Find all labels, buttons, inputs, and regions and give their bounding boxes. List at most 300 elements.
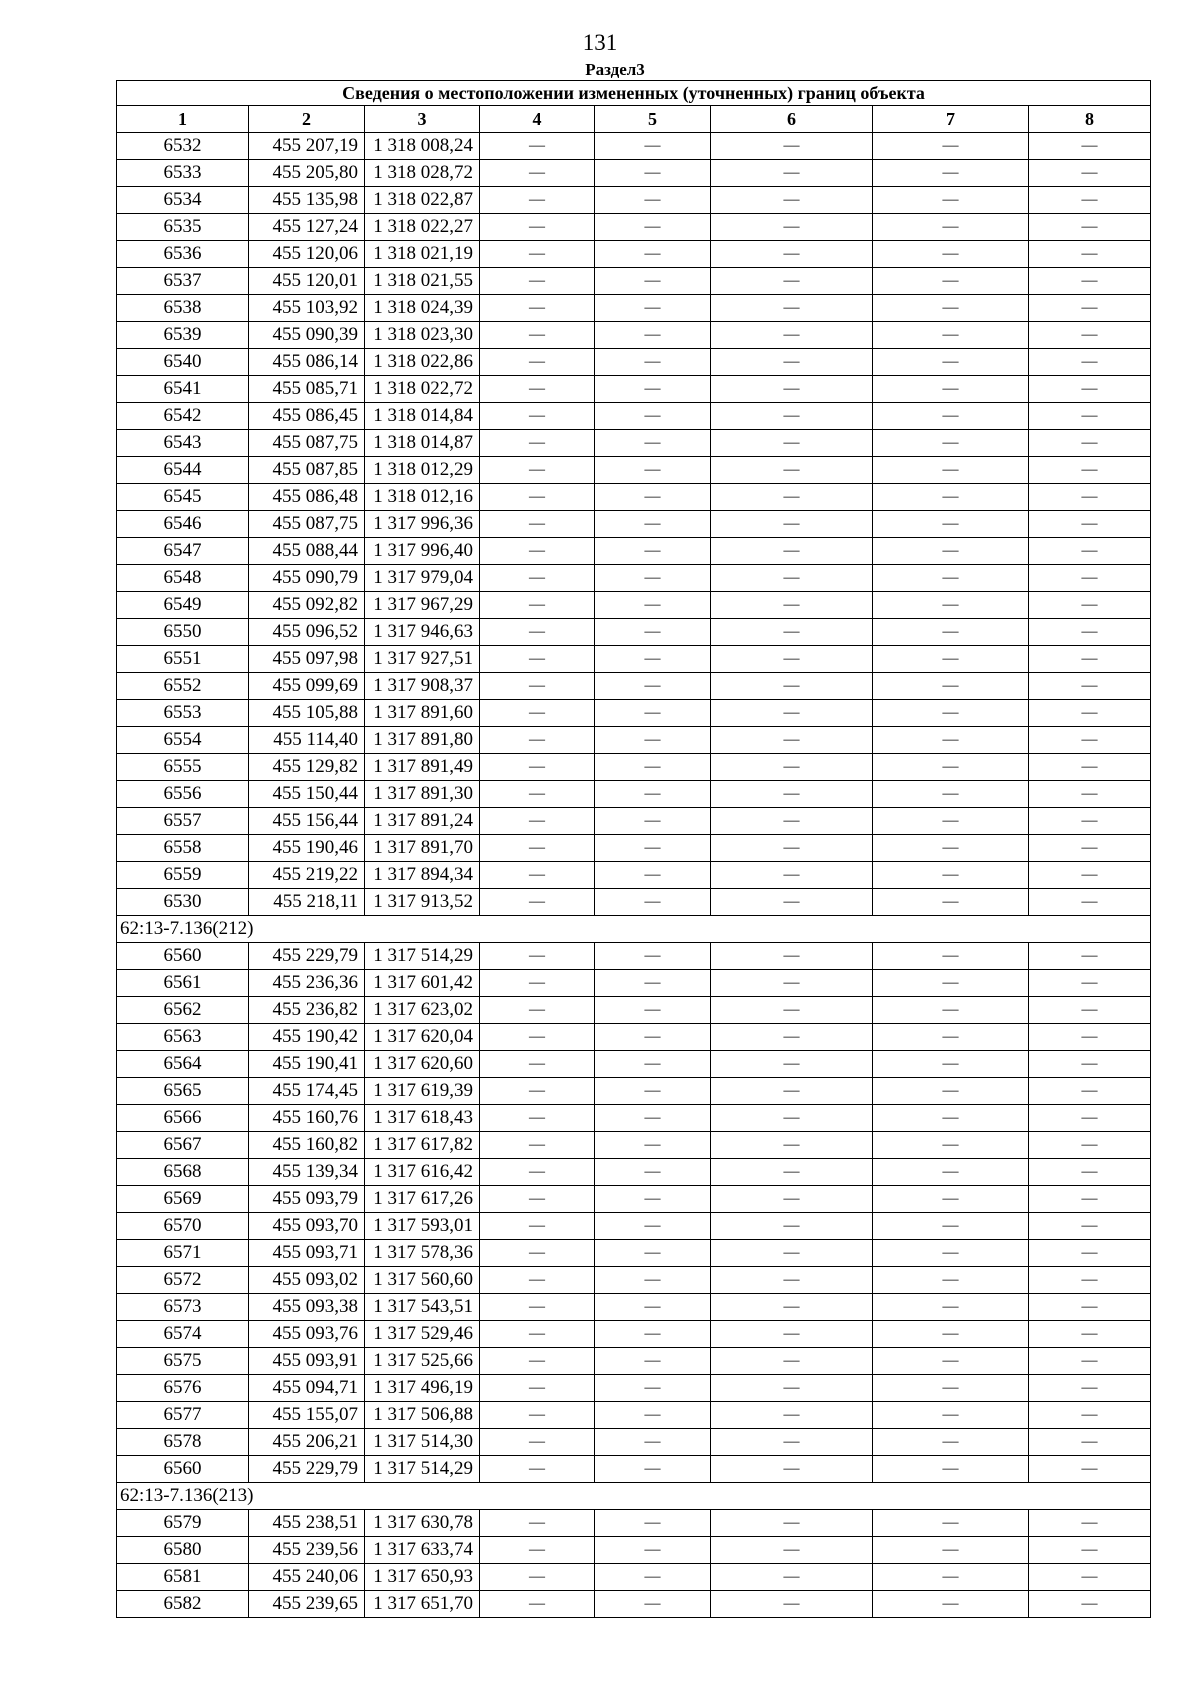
coordinate-y: 1 317 620,04 — [365, 1024, 480, 1051]
empty-dash-cell: — — [480, 1375, 595, 1402]
empty-dash-cell: — — [480, 1024, 595, 1051]
coordinate-y: 1 317 623,02 — [365, 997, 480, 1024]
empty-dash-cell: — — [711, 1321, 873, 1348]
empty-dash-cell: — — [873, 1132, 1029, 1159]
empty-dash-cell: — — [711, 295, 873, 322]
coordinate-x: 455 238,51 — [249, 1510, 365, 1537]
empty-dash-cell: — — [711, 484, 873, 511]
empty-dash-cell: — — [873, 592, 1029, 619]
empty-dash-cell: — — [873, 1456, 1029, 1483]
empty-dash-cell: — — [595, 376, 711, 403]
coordinate-y: 1 317 617,26 — [365, 1186, 480, 1213]
coordinate-x: 455 174,45 — [249, 1078, 365, 1105]
empty-dash-cell: — — [711, 1105, 873, 1132]
empty-dash-cell: — — [480, 1564, 595, 1591]
table-row — [117, 808, 1151, 835]
table-row — [117, 1375, 1151, 1402]
empty-dash-cell: — — [873, 1267, 1029, 1294]
empty-dash-cell: — — [873, 1564, 1029, 1591]
empty-dash-cell: — — [711, 403, 873, 430]
table-row — [117, 889, 1151, 916]
empty-dash-cell: — — [480, 1105, 595, 1132]
empty-dash-cell: — — [873, 1105, 1029, 1132]
point-number: 6581 — [117, 1564, 249, 1591]
empty-dash-cell: — — [1029, 187, 1151, 214]
table-row — [117, 1213, 1151, 1240]
empty-dash-cell: — — [711, 1456, 873, 1483]
table-row — [117, 943, 1151, 970]
empty-dash-cell: — — [711, 1564, 873, 1591]
table-row — [117, 673, 1151, 700]
coordinate-y: 1 318 022,27 — [365, 214, 480, 241]
section-title: Раздел3 — [585, 60, 645, 79]
empty-dash-cell: — — [1029, 430, 1151, 457]
empty-dash-cell: — — [1029, 322, 1151, 349]
table-row — [117, 1186, 1151, 1213]
parcel-group-row — [117, 1483, 1151, 1510]
point-number: 6548 — [117, 565, 249, 592]
empty-dash-cell: — — [711, 1186, 873, 1213]
empty-dash-cell: — — [1029, 808, 1151, 835]
coordinate-y: 1 317 908,37 — [365, 673, 480, 700]
empty-dash-cell: — — [1029, 1105, 1151, 1132]
empty-dash-cell: — — [595, 619, 711, 646]
empty-dash-cell: — — [1029, 862, 1151, 889]
coordinate-y: 1 317 630,78 — [365, 1510, 480, 1537]
empty-dash-cell: — — [480, 727, 595, 754]
coordinate-x: 455 093,38 — [249, 1294, 365, 1321]
coordinate-x: 455 129,82 — [249, 754, 365, 781]
coordinate-y: 1 317 543,51 — [365, 1294, 480, 1321]
empty-dash-cell: — — [1029, 1024, 1151, 1051]
empty-dash-cell: — — [711, 754, 873, 781]
empty-dash-cell: — — [595, 565, 711, 592]
empty-dash-cell: — — [595, 187, 711, 214]
empty-dash-cell: — — [595, 646, 711, 673]
empty-dash-cell: — — [711, 1402, 873, 1429]
empty-dash-cell: — — [1029, 1510, 1151, 1537]
coordinate-y: 1 317 891,80 — [365, 727, 480, 754]
table-row — [117, 727, 1151, 754]
table-row — [117, 457, 1151, 484]
empty-dash-cell: — — [480, 403, 595, 430]
empty-dash-cell: — — [595, 673, 711, 700]
empty-dash-cell: — — [873, 187, 1029, 214]
empty-dash-cell: — — [873, 484, 1029, 511]
empty-dash-cell: — — [711, 1051, 873, 1078]
empty-dash-cell: — — [711, 1159, 873, 1186]
empty-dash-cell: — — [480, 1240, 595, 1267]
coordinate-y: 1 317 633,74 — [365, 1537, 480, 1564]
coordinate-y: 1 317 967,29 — [365, 592, 480, 619]
point-number: 6554 — [117, 727, 249, 754]
empty-dash-cell: — — [1029, 538, 1151, 565]
coordinate-y: 1 317 496,19 — [365, 1375, 480, 1402]
empty-dash-cell: — — [480, 511, 595, 538]
empty-dash-cell: — — [711, 673, 873, 700]
empty-dash-cell: — — [711, 1132, 873, 1159]
empty-dash-cell: — — [873, 862, 1029, 889]
empty-dash-cell: — — [1029, 673, 1151, 700]
point-number: 6551 — [117, 646, 249, 673]
empty-dash-cell: — — [873, 1429, 1029, 1456]
empty-dash-cell: — — [873, 1186, 1029, 1213]
coordinate-y: 1 318 021,55 — [365, 268, 480, 295]
empty-dash-cell: — — [595, 349, 711, 376]
coordinate-y: 1 317 525,66 — [365, 1348, 480, 1375]
coordinate-y: 1 317 514,29 — [365, 943, 480, 970]
empty-dash-cell: — — [873, 754, 1029, 781]
coordinate-x: 455 229,79 — [249, 1456, 365, 1483]
coordinate-x: 455 093,76 — [249, 1321, 365, 1348]
table-row — [117, 430, 1151, 457]
empty-dash-cell: — — [711, 187, 873, 214]
point-number: 6543 — [117, 430, 249, 457]
empty-dash-cell: — — [480, 1294, 595, 1321]
empty-dash-cell: — — [873, 1051, 1029, 1078]
point-number: 6553 — [117, 700, 249, 727]
empty-dash-cell: — — [1029, 133, 1151, 160]
coordinate-x: 455 094,71 — [249, 1375, 365, 1402]
empty-dash-cell: — — [711, 538, 873, 565]
coordinate-x: 455 120,06 — [249, 241, 365, 268]
empty-dash-cell: — — [873, 943, 1029, 970]
coordinate-x: 455 090,79 — [249, 565, 365, 592]
coordinate-y: 1 318 028,72 — [365, 160, 480, 187]
empty-dash-cell: — — [1029, 349, 1151, 376]
coordinate-y: 1 318 024,39 — [365, 295, 480, 322]
column-header: 1 — [117, 106, 249, 133]
empty-dash-cell: — — [480, 1348, 595, 1375]
table-row — [117, 862, 1151, 889]
empty-dash-cell: — — [595, 1159, 711, 1186]
coordinate-y: 1 317 913,52 — [365, 889, 480, 916]
coordinate-x: 455 085,71 — [249, 376, 365, 403]
coordinate-y: 1 318 022,72 — [365, 376, 480, 403]
coordinate-x: 455 120,01 — [249, 268, 365, 295]
empty-dash-cell: — — [595, 1213, 711, 1240]
empty-dash-cell: — — [595, 1078, 711, 1105]
empty-dash-cell: — — [1029, 565, 1151, 592]
empty-dash-cell: — — [1029, 1186, 1151, 1213]
empty-dash-cell: — — [711, 565, 873, 592]
empty-dash-cell: — — [711, 322, 873, 349]
empty-dash-cell: — — [873, 457, 1029, 484]
table-row — [117, 781, 1151, 808]
empty-dash-cell: — — [873, 1591, 1029, 1618]
coordinate-x: 455 099,69 — [249, 673, 365, 700]
coordinate-y: 1 317 891,60 — [365, 700, 480, 727]
coordinate-x: 455 087,75 — [249, 511, 365, 538]
coordinate-x: 455 093,70 — [249, 1213, 365, 1240]
coordinate-x: 455 207,19 — [249, 133, 365, 160]
point-number: 6546 — [117, 511, 249, 538]
empty-dash-cell: — — [595, 997, 711, 1024]
point-number: 6534 — [117, 187, 249, 214]
empty-dash-cell: — — [480, 1510, 595, 1537]
coordinate-y: 1 317 514,29 — [365, 1456, 480, 1483]
coordinate-y: 1 318 012,16 — [365, 484, 480, 511]
empty-dash-cell: — — [711, 943, 873, 970]
point-number: 6558 — [117, 835, 249, 862]
empty-dash-cell: — — [1029, 1132, 1151, 1159]
empty-dash-cell: — — [1029, 1051, 1151, 1078]
empty-dash-cell: — — [480, 1051, 595, 1078]
empty-dash-cell: — — [873, 214, 1029, 241]
table-caption: Сведения о местоположении измененных (уточненных) границ объекта — [117, 81, 1151, 106]
empty-dash-cell: — — [1029, 1348, 1151, 1375]
empty-dash-cell: — — [595, 754, 711, 781]
table-row — [117, 241, 1151, 268]
empty-dash-cell: — — [711, 727, 873, 754]
point-number: 6560 — [117, 943, 249, 970]
coordinate-y: 1 318 008,24 — [365, 133, 480, 160]
empty-dash-cell: — — [595, 1564, 711, 1591]
coordinate-x: 455 190,41 — [249, 1051, 365, 1078]
coordinate-y: 1 318 022,87 — [365, 187, 480, 214]
empty-dash-cell: — — [873, 673, 1029, 700]
coordinate-y: 1 317 616,42 — [365, 1159, 480, 1186]
empty-dash-cell: — — [873, 538, 1029, 565]
empty-dash-cell: — — [711, 781, 873, 808]
table-row — [117, 1429, 1151, 1456]
empty-dash-cell: — — [480, 808, 595, 835]
table-row — [117, 484, 1151, 511]
empty-dash-cell: — — [595, 1348, 711, 1375]
coordinate-y: 1 318 023,30 — [365, 322, 480, 349]
empty-dash-cell: — — [873, 1078, 1029, 1105]
empty-dash-cell: — — [711, 214, 873, 241]
empty-dash-cell: — — [1029, 403, 1151, 430]
empty-dash-cell: — — [595, 133, 711, 160]
empty-dash-cell: — — [1029, 997, 1151, 1024]
empty-dash-cell: — — [480, 484, 595, 511]
empty-dash-cell: — — [1029, 1456, 1151, 1483]
empty-dash-cell: — — [1029, 1429, 1151, 1456]
point-number: 6540 — [117, 349, 249, 376]
empty-dash-cell: — — [873, 1240, 1029, 1267]
empty-dash-cell: — — [595, 1132, 711, 1159]
empty-dash-cell: — — [873, 1348, 1029, 1375]
empty-dash-cell: — — [873, 619, 1029, 646]
empty-dash-cell: — — [1029, 214, 1151, 241]
coordinate-y: 1 317 891,24 — [365, 808, 480, 835]
coordinate-y: 1 317 891,49 — [365, 754, 480, 781]
empty-dash-cell: — — [711, 1078, 873, 1105]
coordinate-y: 1 318 012,29 — [365, 457, 480, 484]
empty-dash-cell: — — [873, 1402, 1029, 1429]
table-row — [117, 1294, 1151, 1321]
empty-dash-cell: — — [711, 241, 873, 268]
coordinate-x: 455 087,75 — [249, 430, 365, 457]
point-number: 6537 — [117, 268, 249, 295]
empty-dash-cell: — — [595, 322, 711, 349]
table-row — [117, 1591, 1151, 1618]
coordinate-x: 455 190,46 — [249, 835, 365, 862]
table-row — [117, 1321, 1151, 1348]
coordinate-x: 455 236,36 — [249, 970, 365, 997]
point-number: 6556 — [117, 781, 249, 808]
coordinate-y: 1 318 021,19 — [365, 241, 480, 268]
empty-dash-cell: — — [595, 592, 711, 619]
empty-dash-cell: — — [1029, 1159, 1151, 1186]
empty-dash-cell: — — [480, 1078, 595, 1105]
column-header: 5 — [595, 106, 711, 133]
empty-dash-cell: — — [595, 214, 711, 241]
empty-dash-cell: — — [711, 133, 873, 160]
empty-dash-cell: — — [711, 1510, 873, 1537]
point-number: 6582 — [117, 1591, 249, 1618]
empty-dash-cell: — — [873, 133, 1029, 160]
column-header: 2 — [249, 106, 365, 133]
empty-dash-cell: — — [480, 970, 595, 997]
empty-dash-cell: — — [595, 970, 711, 997]
empty-dash-cell: — — [1029, 1402, 1151, 1429]
table-row — [117, 970, 1151, 997]
empty-dash-cell: — — [711, 1348, 873, 1375]
empty-dash-cell: — — [595, 808, 711, 835]
table-row — [117, 1267, 1151, 1294]
empty-dash-cell: — — [480, 349, 595, 376]
point-number: 6576 — [117, 1375, 249, 1402]
coordinate-y: 1 317 979,04 — [365, 565, 480, 592]
empty-dash-cell: — — [480, 646, 595, 673]
table-row — [117, 1402, 1151, 1429]
coordinate-x: 455 160,76 — [249, 1105, 365, 1132]
coordinate-x: 455 218,11 — [249, 889, 365, 916]
coordinate-y: 1 317 578,36 — [365, 1240, 480, 1267]
point-number: 6544 — [117, 457, 249, 484]
empty-dash-cell: — — [711, 592, 873, 619]
empty-dash-cell: — — [480, 160, 595, 187]
empty-dash-cell: — — [480, 1591, 595, 1618]
empty-dash-cell: — — [595, 1294, 711, 1321]
parcel-label: 62:13-7.136(212) — [117, 916, 1151, 943]
empty-dash-cell: — — [1029, 1213, 1151, 1240]
coordinate-y: 1 317 996,36 — [365, 511, 480, 538]
empty-dash-cell: — — [711, 1429, 873, 1456]
empty-dash-cell: — — [595, 1402, 711, 1429]
table-row — [117, 1564, 1151, 1591]
empty-dash-cell: — — [1029, 592, 1151, 619]
empty-dash-cell: — — [873, 1159, 1029, 1186]
empty-dash-cell: — — [873, 1024, 1029, 1051]
empty-dash-cell: — — [873, 835, 1029, 862]
coordinate-x: 455 086,48 — [249, 484, 365, 511]
empty-dash-cell: — — [595, 835, 711, 862]
coordinate-x: 455 097,98 — [249, 646, 365, 673]
empty-dash-cell: — — [873, 1321, 1029, 1348]
table-row — [117, 1510, 1151, 1537]
point-number: 6530 — [117, 889, 249, 916]
coordinate-x: 455 087,85 — [249, 457, 365, 484]
empty-dash-cell: — — [711, 889, 873, 916]
empty-dash-cell: — — [1029, 1375, 1151, 1402]
empty-dash-cell: — — [711, 1267, 873, 1294]
coordinate-x: 455 205,80 — [249, 160, 365, 187]
empty-dash-cell: — — [595, 943, 711, 970]
coordinate-x: 455 239,56 — [249, 1537, 365, 1564]
coordinate-x: 455 096,52 — [249, 619, 365, 646]
coordinate-y: 1 317 650,93 — [365, 1564, 480, 1591]
empty-dash-cell: — — [711, 835, 873, 862]
empty-dash-cell: — — [480, 997, 595, 1024]
empty-dash-cell: — — [873, 430, 1029, 457]
coordinate-y: 1 317 618,43 — [365, 1105, 480, 1132]
empty-dash-cell: — — [480, 295, 595, 322]
table-row — [117, 646, 1151, 673]
empty-dash-cell: — — [595, 430, 711, 457]
empty-dash-cell: — — [873, 322, 1029, 349]
empty-dash-cell: — — [711, 1537, 873, 1564]
empty-dash-cell: — — [711, 268, 873, 295]
empty-dash-cell: — — [1029, 646, 1151, 673]
empty-dash-cell: — — [595, 1240, 711, 1267]
empty-dash-cell: — — [711, 970, 873, 997]
point-number: 6542 — [117, 403, 249, 430]
empty-dash-cell: — — [480, 214, 595, 241]
point-number: 6578 — [117, 1429, 249, 1456]
table-row — [117, 1105, 1151, 1132]
empty-dash-cell: — — [873, 1294, 1029, 1321]
table-row — [117, 835, 1151, 862]
empty-dash-cell: — — [873, 511, 1029, 538]
point-number: 6564 — [117, 1051, 249, 1078]
empty-dash-cell: — — [480, 322, 595, 349]
coordinate-x: 455 093,91 — [249, 1348, 365, 1375]
empty-dash-cell: — — [711, 862, 873, 889]
empty-dash-cell: — — [711, 160, 873, 187]
point-number: 6579 — [117, 1510, 249, 1537]
empty-dash-cell: — — [595, 403, 711, 430]
empty-dash-cell: — — [595, 889, 711, 916]
coordinates-table — [116, 80, 1151, 1618]
coordinate-x: 455 239,65 — [249, 1591, 365, 1618]
empty-dash-cell: — — [595, 1186, 711, 1213]
empty-dash-cell: — — [480, 565, 595, 592]
column-header: 3 — [365, 106, 480, 133]
empty-dash-cell: — — [711, 430, 873, 457]
coordinate-y: 1 317 946,63 — [365, 619, 480, 646]
point-number: 6567 — [117, 1132, 249, 1159]
empty-dash-cell: — — [873, 1537, 1029, 1564]
empty-dash-cell: — — [595, 862, 711, 889]
empty-dash-cell: — — [1029, 1564, 1151, 1591]
empty-dash-cell: — — [595, 1537, 711, 1564]
parcel-group-row — [117, 916, 1151, 943]
empty-dash-cell: — — [1029, 457, 1151, 484]
table-row — [117, 619, 1151, 646]
coordinate-x: 455 105,88 — [249, 700, 365, 727]
empty-dash-cell: — — [873, 808, 1029, 835]
empty-dash-cell: — — [480, 862, 595, 889]
empty-dash-cell: — — [480, 1267, 595, 1294]
point-number: 6563 — [117, 1024, 249, 1051]
coordinate-y: 1 318 022,86 — [365, 349, 480, 376]
empty-dash-cell: — — [480, 1537, 595, 1564]
empty-dash-cell: — — [480, 889, 595, 916]
empty-dash-cell: — — [480, 1429, 595, 1456]
point-number: 6580 — [117, 1537, 249, 1564]
point-number: 6545 — [117, 484, 249, 511]
empty-dash-cell: — — [1029, 700, 1151, 727]
point-number: 6533 — [117, 160, 249, 187]
empty-dash-cell: — — [595, 295, 711, 322]
empty-dash-cell: — — [1029, 160, 1151, 187]
empty-dash-cell: — — [595, 1510, 711, 1537]
empty-dash-cell: — — [480, 376, 595, 403]
empty-dash-cell: — — [1029, 241, 1151, 268]
